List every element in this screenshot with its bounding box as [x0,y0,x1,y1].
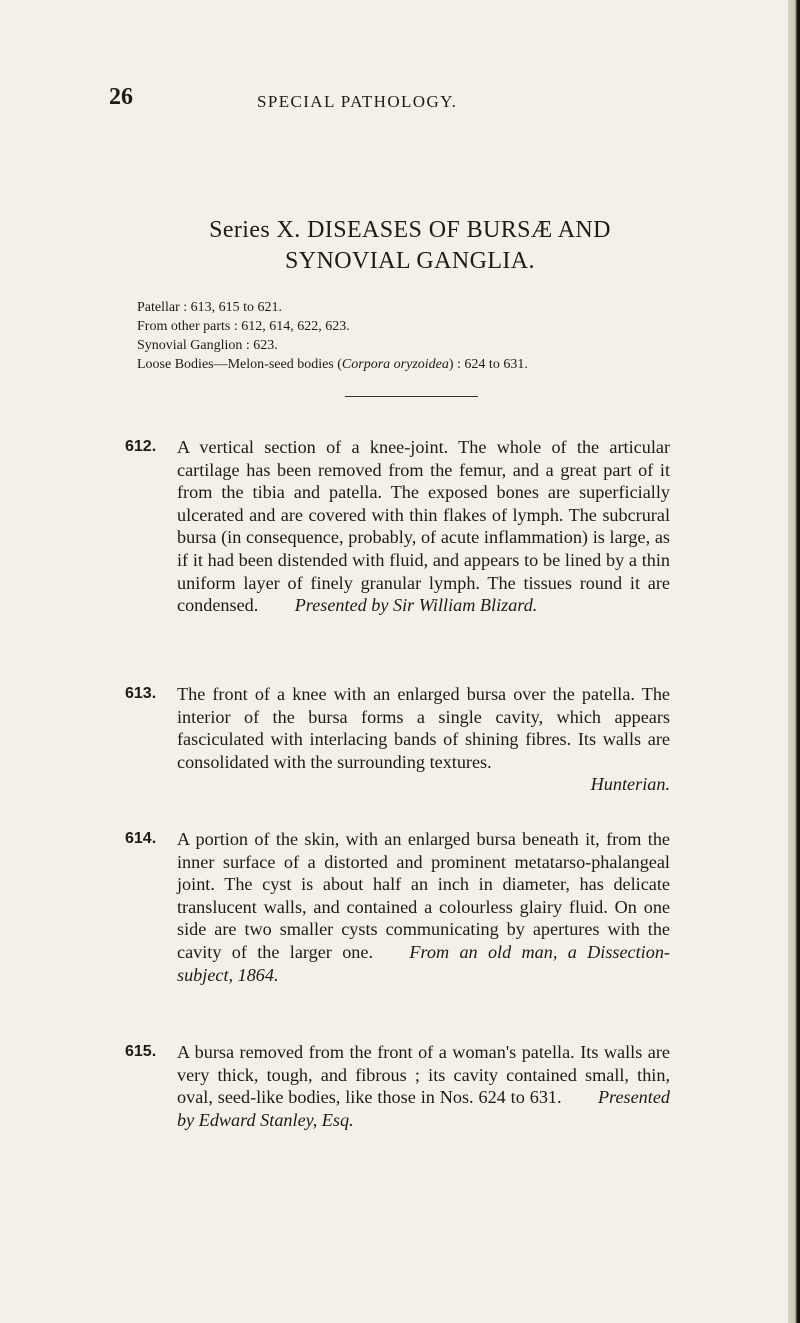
entry-number: 615. [125,1043,157,1060]
entry-attribution: Hunterian. [590,774,670,795]
series-title-line-1: Series X. DISEASES OF BURSÆ AND [209,217,611,243]
entry-description: A bursa removed from the front of a woman's patella. Its walls are very thick, tough, and fibrous ; its cavity contained small, thin, oval, seed-like bodies, like those in Nos. 624 to 631. [177,1042,670,1108]
loose-bodies-suffix: ) : 624 to 631. [448,357,528,372]
entry-number: 613. [125,685,157,702]
loose-bodies-latin: Corpora oryzoidea [341,357,449,372]
contents-line-loose-bodies [137,355,737,374]
running-head: SPECIAL PATHOLOGY. [257,92,458,111]
entry-number: 612. [125,438,157,455]
page-number: 26 [109,84,133,110]
entry-description: A portion of the skin, with an enlarged bursa beneath it, from the inner surface of a distorted and prominent metatarso-phalangeal joint. The cyst is about half an inch in diameter, has delicate translucent walls, and contained a colourless glairy fluid. On one side are two smaller cysts communicating by apertures with the cavity of the larger one. [177,829,670,962]
entry-attribution: Presented by Sir William Blizard. [294,595,538,616]
entry-text [177,436,670,617]
contents-line-patellar: Patellar : 613, 615 to 621. [137,300,283,315]
series-title [130,215,690,277]
entry-text [177,683,670,796]
catalogue-entry-615 [125,1041,670,1131]
page-edge-shadow [788,0,800,1323]
catalogue-entry-612 [125,436,670,617]
section-divider [345,396,478,397]
entry-text [177,1041,670,1131]
contents-line-other-parts: From other parts : 612, 614, 622, 623. [137,319,350,334]
catalogue-entry-613 [125,683,670,796]
entry-text [177,828,670,986]
loose-bodies-prefix: Loose Bodies—Melon-seed bodies ( [137,357,342,372]
entry-attribution: From an old man, a Dissection-subject, 1864. [177,941,670,985]
catalogue-entry-614 [125,828,670,986]
series-contents [137,298,737,374]
entry-attribution: Presented by Edward Stanley, Esq. [177,1087,670,1130]
entry-description: A vertical section of a knee-joint. The whole of the articular cartilage has been removed from the femur, and a great part of it from the tibia and patella. The exposed bones are superficially ulcerated and are covered with thin flakes of lymph. The subcrural bursa (in consequence, probably, of acute inflammation) is large, as if it had been distended with fluid, and appears to be lined by a thin uniform layer of finely granular lymph. The tissues round it are condensed. [177,437,670,616]
entry-number: 614. [125,830,157,847]
series-title-line-2: SYNOVIAL GANGLIA. [285,248,535,274]
entry-description: The front of a knee with an enlarged bursa over the patella. The interior of the bursa forms a single cavity, which appears fasciculated with interlacing bands of shining fibres. Its walls are consolidated with the surrounding textures. [177,684,670,772]
contents-line-ganglion: Synovial Ganglion : 623. [137,338,278,353]
